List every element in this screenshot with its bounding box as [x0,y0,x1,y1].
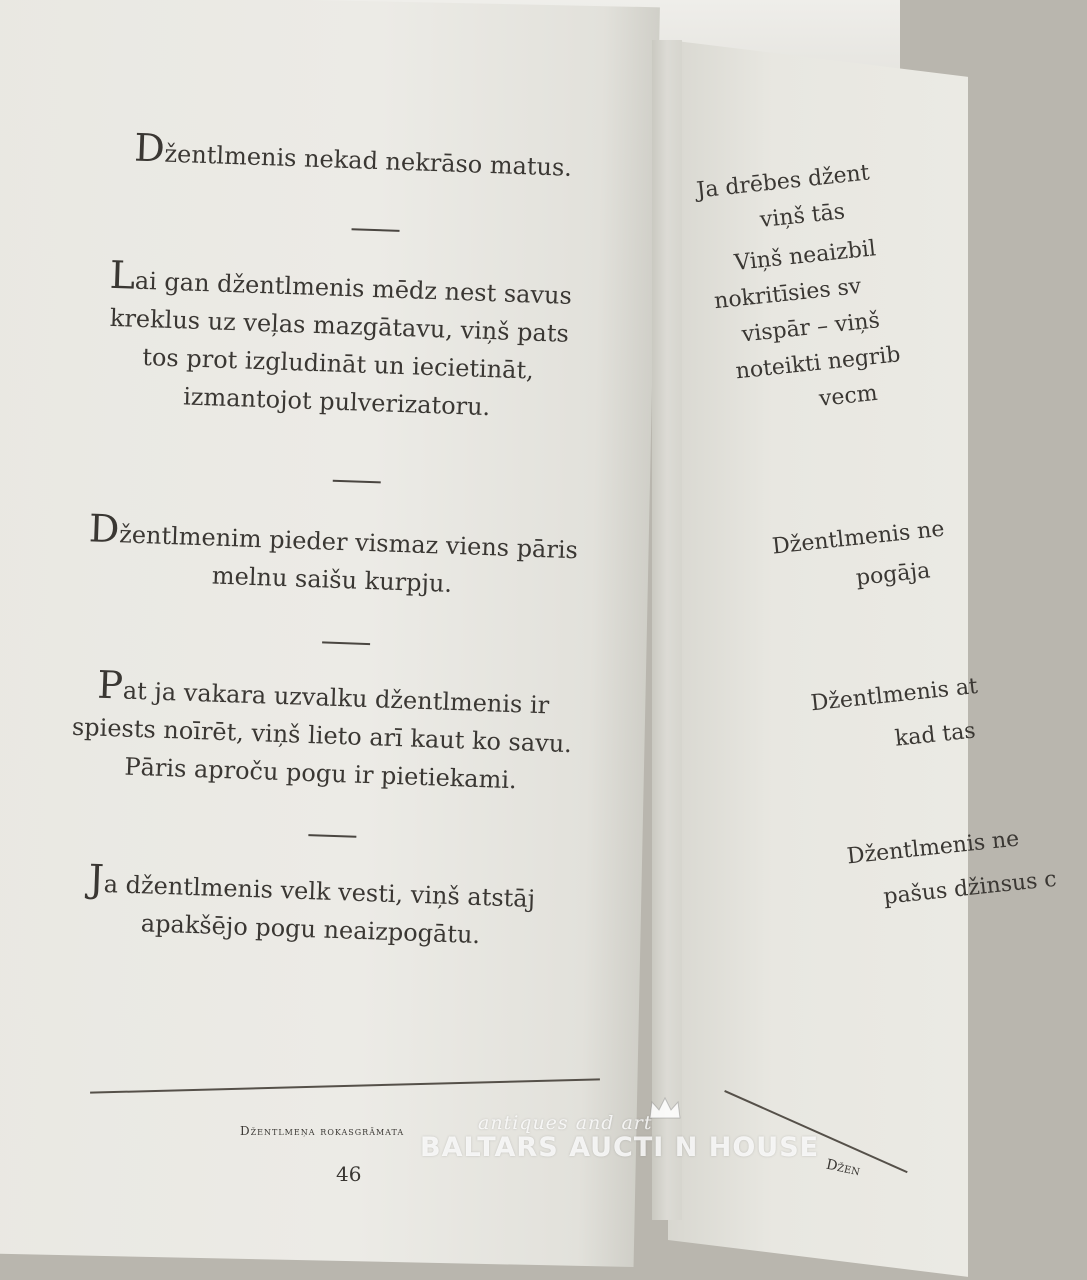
entry-line: Pāris aproču pogu ir pietiekami. [124,752,518,795]
right-text-fragment: Džentlmenis ne [845,826,1021,870]
running-head: Džentlmeņa rokasgrāmata [240,1124,405,1138]
entry-line: ai gan džentlmenis mēdz nest savus [134,266,573,310]
right-running-head: Džen [824,1156,862,1180]
auction-watermark [420,1112,820,1172]
entry-line: žentlmenis nekad nekrāso matus. [164,139,573,182]
drop-cap: D [88,506,121,552]
drop-cap: P [96,662,124,708]
page-number: 46 [336,1162,362,1186]
drop-cap: D [133,125,166,171]
right-text-fragment: noteikti negrib [734,342,902,385]
entry-line: žentlmenim pieder vismaz viens pāris [118,520,579,565]
drop-cap: J [87,856,105,901]
entry-line: izmantojot pulverizatoru. [182,382,491,422]
right-text-fragment: Džentlmenis at [809,673,979,717]
right-text-fragment: vecm [817,380,879,412]
entry-line: a džentlmenis velk vesti, viņš atstāj [103,869,536,914]
right-text-fragment: pašus džinsus c [882,866,1058,910]
right-text-fragment: Viņš neaizbil [733,236,878,276]
right-text-fragment: nokritīsies sv [713,273,863,315]
right-text-fragment: vispār – viņš [740,308,881,348]
watermark-name: BALTARS AUCTI N HOUSE [420,1132,820,1163]
watermark-tagline: antiques and art [478,1112,653,1134]
entry-line: tos prot izgludināt un iecietināt, [141,342,535,385]
entry-line: spiests noīrēt, viņš lieto arī kaut ko savu. [71,712,573,759]
entry-line: apakšējo pogu neaizpogātu. [140,909,481,950]
right-text-fragment: kad tas [893,718,977,752]
entry-line: at ja vakara uzvalku džentlmenis ir [122,676,550,720]
right-text-fragment: viņš tās [758,199,847,234]
entry-line: kreklus uz veļas mazgātavu, viņš pats [109,303,570,348]
right-text-fragment: pogāja [854,558,932,591]
entry-line: melnu saišu kurpju. [211,561,453,598]
right-text-fragment: Ja drēbes džent [695,160,871,204]
right-text-fragment: Džentlmenis ne [771,516,946,560]
drop-cap: L [109,252,136,298]
crown-icon [648,1096,682,1120]
